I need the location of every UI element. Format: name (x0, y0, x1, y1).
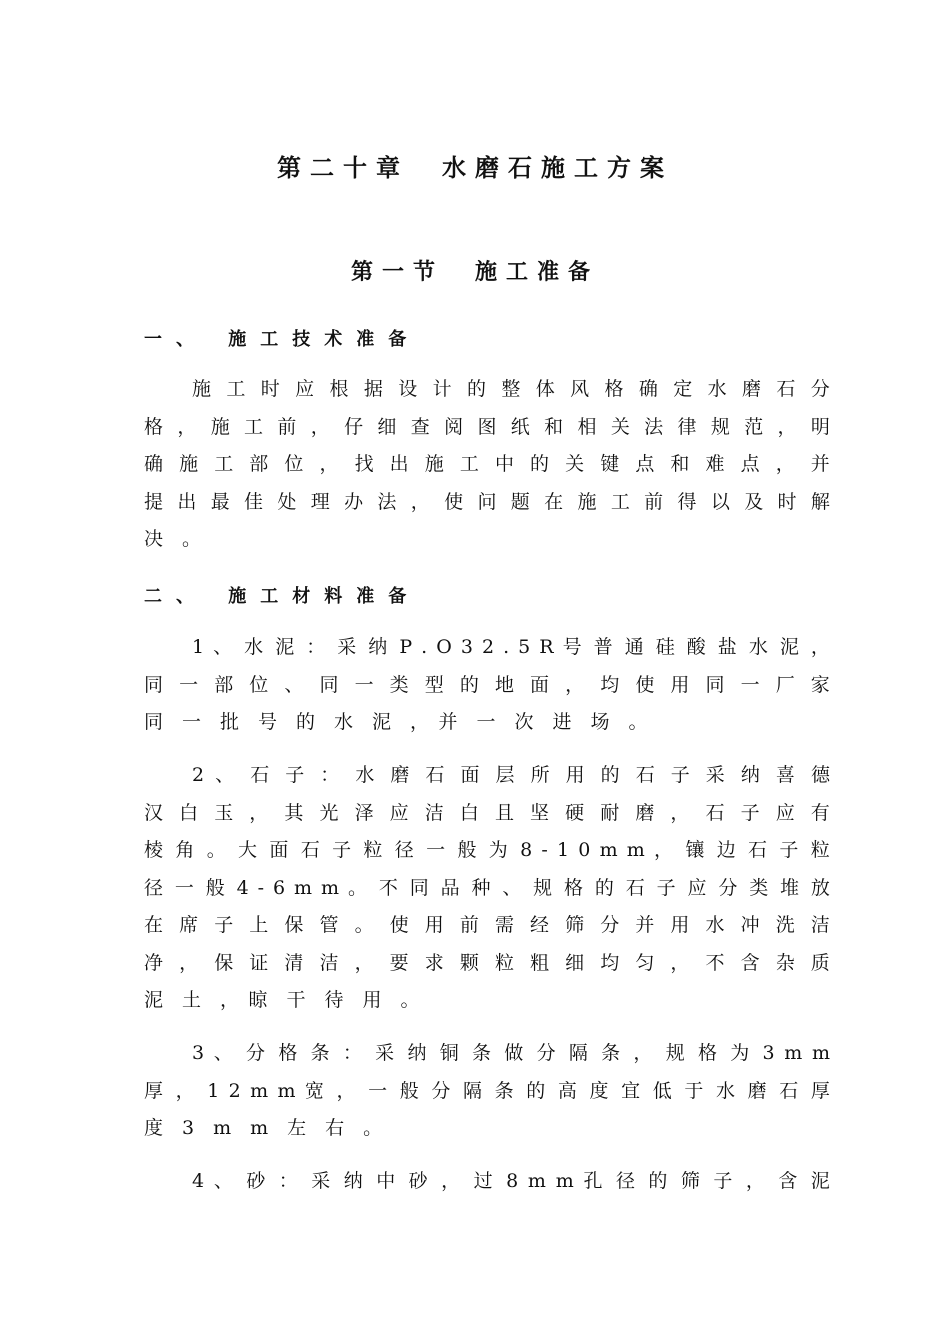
text-line: 棱 角 。 大 面 石 子 粒 径 一 般 为 8 - 1 0 m m ， 镶 边 石 子 粒 (144, 839, 830, 861)
text-line: 格 ， 施 工 前 ， 仔 细 查 阅 图 纸 和 相 关 法 律 规 范 ， 明 (144, 415, 830, 438)
text-line: 1 、 水 泥 ： 采 纳 P . O 3 2 . 5 R 号 普 通 硅 酸 盐 水 泥 ， (192, 636, 830, 658)
text-line: 在 席 子 上 保 管 。 使 用 前 需 经 筛 分 并 用 水 冲 洗 洁 (144, 914, 830, 936)
text-line: 确 施 工 部 位 ， 找 出 施 工 中 的 关 键 点 和 难 点 ， 并 (144, 453, 830, 475)
text-line: 决 。 (144, 528, 202, 550)
paragraph-dividing-strip (144, 1035, 830, 1148)
section-title: 第一节 施工准备 (350, 260, 599, 285)
paragraph-stone (144, 757, 830, 1020)
text-line: 同 一 部 位 、 同 一 类 型 的 地 面 ， 均 使 用 同 一 厂 家 (144, 673, 830, 696)
text-line: 汉 白 玉 ， 其 光 泽 应 洁 白 且 坚 硬 耐 磨 ， 石 子 应 有 (144, 801, 830, 824)
text-line: 同 一 批 号 的 水 泥 ， 并 一 次 进 场 。 (144, 711, 648, 733)
chapter-title: 第二十章 水磨石施工方案 (277, 154, 673, 182)
paragraph-sand (144, 1163, 830, 1201)
text-line: 4 、 砂 ： 采 纳 中 砂 ， 过 8 m m 孔 径 的 筛 子 ， 含 泥 (192, 1170, 830, 1192)
text-line: 度 3 m m 左 右 。 (144, 1117, 383, 1139)
text-line: 径 一 般 4 - 6 m m 。 不 同 品 种 、 规 格 的 石 子 应 分 类 堆 放 (144, 876, 830, 899)
heading-material-preparation: 二、 施工材料准备 (144, 586, 421, 607)
text-line: 施 工 时 应 根 据 设 计 的 整 体 风 格 确 定 水 磨 石 分 (192, 378, 830, 400)
paragraph-cement (144, 629, 830, 742)
text-line: 泥 土 ， 晾 干 待 用 。 (144, 989, 420, 1011)
text-line: 提 出 最 佳 处 理 办 法 ， 使 问 题 在 施 工 前 得 以 及 时 解 (144, 490, 830, 513)
text-line: 2 、 石 子 ： 水 磨 石 面 层 所 用 的 石 子 采 纳 喜 德 (192, 764, 830, 786)
paragraph-technical-preparation (144, 371, 830, 559)
heading-technical-preparation: 一、 施工技术准备 (144, 329, 421, 350)
text-line: 净 ， 保 证 清 洁 ， 要 求 颗 粒 粗 细 均 匀 ， 不 含 杂 质 (144, 951, 830, 974)
text-line: 3 、 分 格 条 ： 采 纳 铜 条 做 分 隔 条 ， 规 格 为 3 m m (192, 1042, 830, 1064)
text-line: 厚 ， 1 2 m m 宽 ， 一 般 分 隔 条 的 高 度 宜 低 于 水 磨 石 厚 (144, 1079, 830, 1102)
